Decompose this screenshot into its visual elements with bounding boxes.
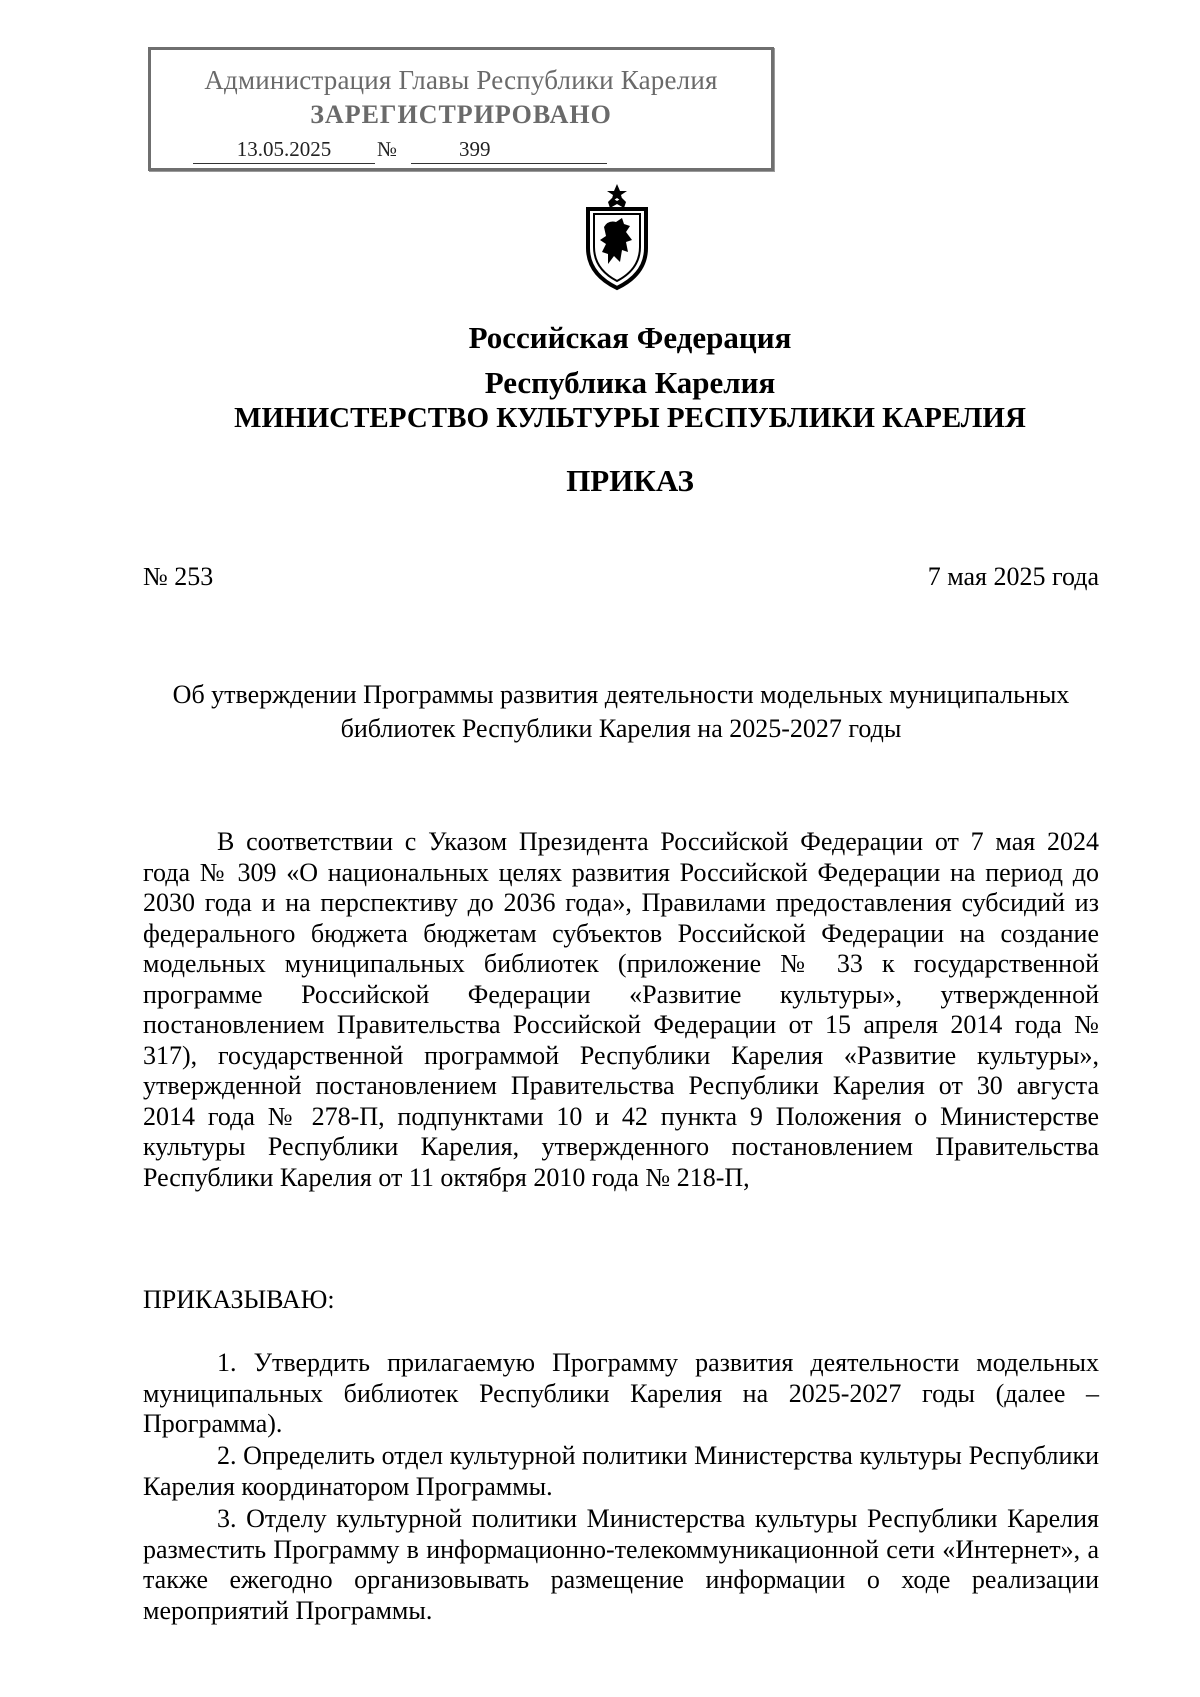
stamp-date: 13.05.2025	[193, 137, 375, 164]
order-word: ПРИКАЗЫВАЮ:	[143, 1285, 335, 1314]
registration-stamp	[148, 47, 774, 171]
preamble-paragraph: В соответствии с Указом Президента Российской Федерации от 7 мая 2024 года № 309 «О национальных целях развития Российской Федерации на период до 2030 года и на перспективу до 2036 года», Правилами предоставления субсидий из федерального бюджета бюджетам субъектов Российской Федерации на создание модельных муниципальных библиотек (приложение № 33 к государственной программе Российской Федерации «Развитие культуры», утвержденной постановлением Правительства Российской Федерации от 15 апреля 2014 года № 317), государственной программой Республики Карелия «Развитие культуры», утвержденной постановлением Правительства Республики Карелия от 30 августа 2014 года № 278-П, подпунктами 10 и 42 пункта 9 Положения о Министерстве культуры Республики Карелия, утвержденного постановлением Правительства Республики Карелия от 11 октября 2010 года № 218-П,	[143, 827, 1099, 1192]
document-date: 7 мая 2025 года	[927, 562, 1099, 591]
header-republic: Республика Карелия	[484, 365, 776, 400]
stamp-authority: Администрация Главы Республики Карелия	[204, 65, 718, 95]
order-item-1: 1. Утвердить прилагаемую Программу развития деятельности модельных муниципальных библиотек Республики Карелия на 2025-2027 годы (далее – Программа).	[143, 1348, 1099, 1438]
stamp-number: 399	[411, 137, 607, 164]
order-item-2: 2. Определить отдел культурной политики Министерства культуры Республики Карелия координатором Программы.	[143, 1441, 1099, 1501]
document-number: № 253	[143, 562, 214, 591]
coat-of-arms-icon	[578, 182, 656, 292]
header-ministry: МИНИСТЕРСТВО КУЛЬТУРЫ РЕСПУБЛИКИ КАРЕЛИЯ	[234, 402, 1026, 434]
header-country: Российская Федерация	[468, 320, 792, 355]
document-subject: Об утверждении Программы развития деятельности модельных муниципальных библиотек Республики Карелия на 2025-2027 годы	[172, 680, 1070, 743]
document-type: ПРИКАЗ	[566, 463, 694, 498]
order-item-3: 3. Отделу культурной политики Министерства культуры Республики Карелия разместить Программу в информационно-телекоммуникационной сети «Интернет», а также ежегодно организовывать размещение информации о ходе реализации мероприятий Программы.	[143, 1504, 1099, 1625]
stamp-status: ЗАРЕГИСТРИРОВАНО	[310, 100, 612, 129]
stamp-number-sign: №	[377, 137, 398, 161]
